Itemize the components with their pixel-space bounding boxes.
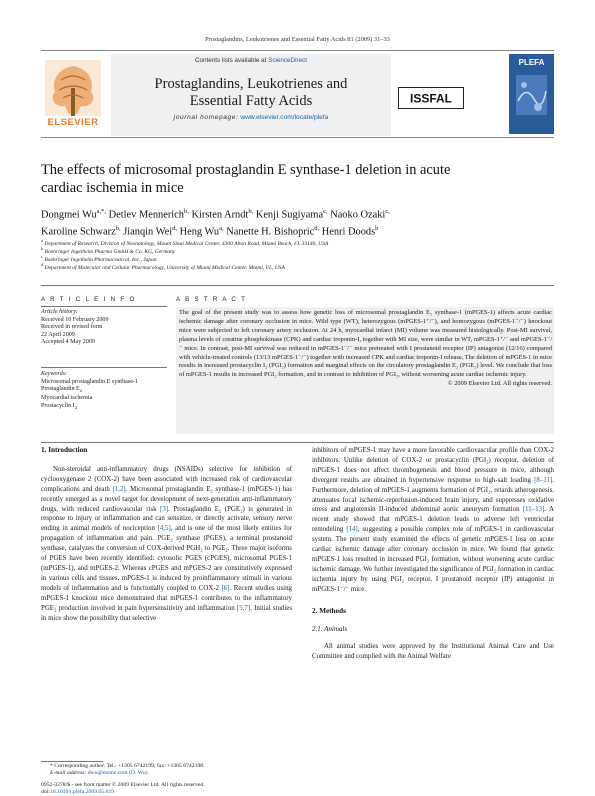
footnote-doi — [41, 789, 341, 796]
author-list — [41, 205, 554, 240]
author-sup: d, — [314, 225, 320, 233]
contents-line — [111, 57, 391, 64]
author-name: Kenji Sugiyama — [255, 209, 324, 221]
issn-line: 0952-3278/$ - see front matter © 2009 Elsevier Ltd. All rights reserved. — [41, 782, 205, 788]
affiliation-marker: b — [41, 246, 44, 251]
affiliation-text: Boehringer Ingelheim Pharmaceutical, Inc., Japan — [44, 256, 157, 263]
doi-prefix: doi: — [41, 789, 50, 795]
author-name: Kirsten Arndt — [191, 209, 249, 221]
article-title-line-2: cardiac ischemia in mice — [41, 180, 184, 196]
animals-paragraph: All animal studies were approved by the Institutional Animal Care and Use Committee and complied with the Animal Welfare — [312, 643, 554, 661]
affiliation-marker: d — [41, 262, 44, 267]
affiliation-text: Boehringer Ingelheim Pharma GmbH & Co. KG, Germany — [44, 248, 176, 255]
author-sup: a, — [219, 225, 224, 233]
affiliation — [41, 262, 554, 271]
author-sup: b, — [183, 208, 189, 215]
author-name: Nanette H. Bishopric — [226, 226, 315, 238]
cover-art-icon — [514, 71, 549, 121]
intro-paragraph — [41, 465, 292, 624]
abstract-heading: A B S T R A C T — [176, 296, 247, 303]
keywords-rule — [41, 367, 167, 368]
journal-homepage — [111, 114, 391, 121]
keyword-text: Prostaglandin E — [41, 386, 80, 393]
journal-title — [111, 76, 391, 110]
citation-link[interactable]: [5,7] — [236, 604, 251, 612]
info-top-rule — [41, 285, 554, 286]
author-name: Dongmei Wu — [41, 209, 97, 221]
abstract — [179, 309, 552, 389]
author-name: Henri Doods — [321, 226, 376, 238]
author-line-1 — [41, 205, 554, 222]
footnote-corresponding — [50, 763, 300, 777]
article-title-line-1: The effects of microsomal prostaglandin E synthase-1 deletion in acute — [41, 162, 451, 178]
text: . Prostaglandin E₂ (PGE₂) is generated in response to injury or inflammation and can sensitize, or directly activate, sensory nerve ending in animal models of nociception — [41, 505, 292, 533]
masthead-bottom-rule — [41, 137, 554, 138]
author-sup: b, — [248, 208, 254, 215]
history-label: Article history: — [41, 309, 79, 315]
text: , suggesting a possible complex role of mPGES-1 in cardiovascular system. The present study examined the effects of genetic mPGES-1 loss on acute cardiac ischemic damage after coronary occlusion in mice. We found that genetic mPGES-1 loss resulted in increased PGI₂ formation, without worsening acute cardiac ischemic damage. We further investigated the significance of PGI₂ formation in cardiac ischemia injury by using PGI₂ receptor, I prostanoid receptor (IP) antagonist in mPGES-1⁻/⁻ mice. — [312, 526, 554, 593]
keyword-sub: 2 — [79, 388, 83, 394]
author-sup: c, — [385, 208, 390, 215]
masthead-top-rule — [41, 50, 554, 51]
info-rule — [41, 306, 167, 307]
history-entry: Received in revised form — [41, 324, 103, 331]
article-title — [41, 161, 541, 197]
affiliation-marker: a — [41, 238, 43, 243]
citation-link[interactable]: [6] — [221, 584, 230, 592]
doi-link[interactable]: 10.1016/j.plefa.2009.05.019 — [49, 789, 115, 795]
affiliation-text: Department of Molecular and Cellular Pharmacology, University of Miami Medical Center, Miami, FL, USA — [44, 264, 285, 271]
keyword-sub: 2 — [74, 404, 77, 410]
keywords-label: Keywords: — [41, 371, 68, 377]
homepage-link[interactable]: www.elsevier.com/locate/plefa — [240, 114, 329, 121]
body-left-column — [41, 446, 292, 623]
author-sup: c, — [323, 208, 328, 215]
text: . Furthermore, deletion of mPGES-1 augments formation of PGI₂, retards atherogenesis, attenuates focal ischemic-reperfusion-induced brain injury, and suppresses oxidative stress and angiotensin II-induced abdominal aortic aneurysm formation — [312, 476, 554, 514]
keyword — [41, 386, 169, 395]
cover-title: PLEFA — [518, 58, 545, 67]
email-link[interactable]: dwu@msmc.com (D. Wu). — [87, 770, 149, 777]
journal-title-line-2: Essential Fatty Acids — [189, 93, 313, 109]
keyword — [41, 395, 169, 403]
sciencedirect-link[interactable]: ScienceDirect — [268, 57, 307, 64]
journal-title-line-1: Prostaglandins, Leukotrienes and — [154, 76, 348, 92]
email-line — [50, 770, 300, 777]
text: . A recent study showed that mPGES-1 deletion leads to adverse left ventricular remodeling — [312, 506, 554, 534]
history-entry: 22 April 2009 — [41, 331, 75, 338]
corresponding-author: * Corresponding author. Tel.: +1305 6742199; fax: +1305 6742198. — [50, 763, 205, 769]
affiliation-marker: c — [41, 254, 43, 259]
article-history — [41, 309, 169, 347]
article-info-heading: A R T I C L E I N F O — [41, 296, 137, 303]
history-entry: Received 10 February 2009 — [41, 316, 109, 323]
citation-link[interactable]: [8–11] — [534, 476, 553, 484]
keyword — [41, 403, 169, 412]
keyword-text: Myocardial ischemia — [41, 395, 93, 401]
keyword-text: Microsomal prostaglandin E synthase-1 — [41, 378, 138, 385]
keywords-block — [41, 371, 169, 411]
citation-link[interactable]: [4,5] — [157, 525, 171, 533]
subsection-heading-animals: 2.1. Animals — [312, 624, 348, 633]
author-name: Naoko Ozaki — [330, 209, 386, 221]
abstract-text: The goal of the present study was to assess how genetic loss of microsomal prostaglandin E₂ synthase-1 (mPGES-1) affects acute cardiac ischemic damage after coronary occlusion in mice. Wild type (WT), heterozygous (mPGES-1⁺/⁻), and homozygous (mPGES-1⁻/⁻) knockout mice were subjected to left coronary artery occlusion. At 24 h, myocardial infarct (MI) volume was measured histologically. Post-MI survival, plasma levels of creatine phosphokinase (CPK) and cardiac troponin-I, together with MI size, were similar in WT, mPGES-1⁺/⁻ and mPGES-1⁻/⁻ mice. In contrast, post-MI survival was reduced in mPGES-1⁻/⁻ mice pretreated with I prostanoid receptor (IP) antagonist (12/16) compared with vehicle-treated controls (13/13 mPGES-1⁻/⁻) together with increased CPK and cardiac troponin-I release. The deletion of mPGES-1 in mice results in increased prostacyclin I₂ (PGI₂) formation and marginal effects on the circulatory prostaglandin E₂ (PGE₂) level. We conclude that loss of mPGES-1 results in increased PGI₂ formation, and in contrast to inhibition of PGI₂, without worsening acute cardiac ischemic injury. — [179, 309, 552, 379]
text: inhibitors of mPGES-1 may have a more favorable cardiovascular profile than COX-2 inhibitors. Unlike deletion of COX-2 or prostacyclin (PGI₂) receptor, deletion of mPGES-1 does not affect thrombogenesis and blood pressure in mice, although divergent results are obtained in hypertensive response to high-salt loading — [312, 447, 554, 484]
author-sup: b — [375, 225, 379, 233]
abstract-copyright: © 2009 Elsevier Ltd. All rights reserved. — [447, 380, 552, 388]
section-heading-methods: 2. Methods — [312, 606, 346, 615]
history-entry: Accepted 4 May 2009 — [41, 339, 95, 346]
citation-link[interactable]: [11–13] — [522, 506, 545, 514]
running-head: Prostaglandins, Leukotrienes and Essential Fatty Acids 81 (2009) 31–33 — [205, 36, 390, 43]
issfal-logo-text: ISSFAL — [409, 91, 453, 106]
author-name: Jianqin Wei — [123, 226, 173, 238]
text: . Microsomal prostaglandin E₂ synthase-1 (mPGES-1) has recently emerged as a novel target for development of next-generation anti-inflammatory drugs, with reduced cardiovascular risk — [41, 485, 293, 513]
keyword — [41, 379, 169, 387]
author-name: Heng Wu — [179, 226, 220, 238]
section-heading-introduction: 1. Introduction — [41, 446, 88, 454]
body-top-rule — [41, 442, 554, 443]
footnote-rule — [41, 761, 103, 762]
citation-link[interactable]: [1,2] — [112, 485, 126, 493]
intro-paragraph-continued — [312, 446, 554, 595]
author-sup: b, — [115, 225, 121, 233]
keyword-text: Prostacyclin I — [41, 402, 75, 409]
citation-link[interactable]: [3] — [160, 505, 169, 513]
body-right-column — [312, 446, 554, 662]
text: Non-steroidal anti-inflammatory drugs (NSAIDs) selective for inhibition of cyclooxygenase 2 (COX-2) have been associated with increased risk of cardiovascular complications and death — [41, 465, 292, 493]
contents-prefix: Contents lists available at — [194, 57, 267, 64]
email-label: E-mail address: — [50, 770, 87, 777]
text: , and is one of the most likely entities for propagation of inflammation and pain. PGE₂ synthase (PGES), a terminal prostanoid synthase, catalyzes the conversion of COX-derived PGH₂ to PGE₂. Three major isoforms of PGES have been recently identified: cytosolic PGES (cPGES), microsomal PGES-1 (mPGES-1), and mPGES-2. Whereas cPGES and mPGES-2 are constitutively expressed in various cells and tissues, mPGES-1 is induced by proinflammatory stimuli in various models of inflammation and is functionally coupled to COX-2 — [41, 525, 292, 592]
author-sup: a,*, — [96, 208, 107, 215]
text: . Recent studies using mPGES-1 knockout mice demonstrated that mPGES-1 contributes to the inflammatory PGE₂ production involved in pain hypersensitivity and inflammation — [41, 584, 292, 612]
text: . Initial studies in mice show the possibility that selective — [41, 604, 292, 622]
homepage-label: journal homepage: — [173, 114, 239, 121]
author-sup: d, — [172, 225, 177, 233]
affiliation-text: Department of Research, Division of Neonatology, Mount Sinai Medical Center, 4300 Alton Road, Miami Beach, FL 33140, USA — [44, 240, 329, 247]
publisher-name: ELSEVIER — [47, 117, 99, 128]
author-name: Karoline Schwarz — [41, 226, 116, 238]
author-name: Detlev Mennerich — [108, 209, 184, 221]
citation-link[interactable]: [14] — [346, 526, 358, 534]
issfal-logo — [398, 87, 464, 109]
